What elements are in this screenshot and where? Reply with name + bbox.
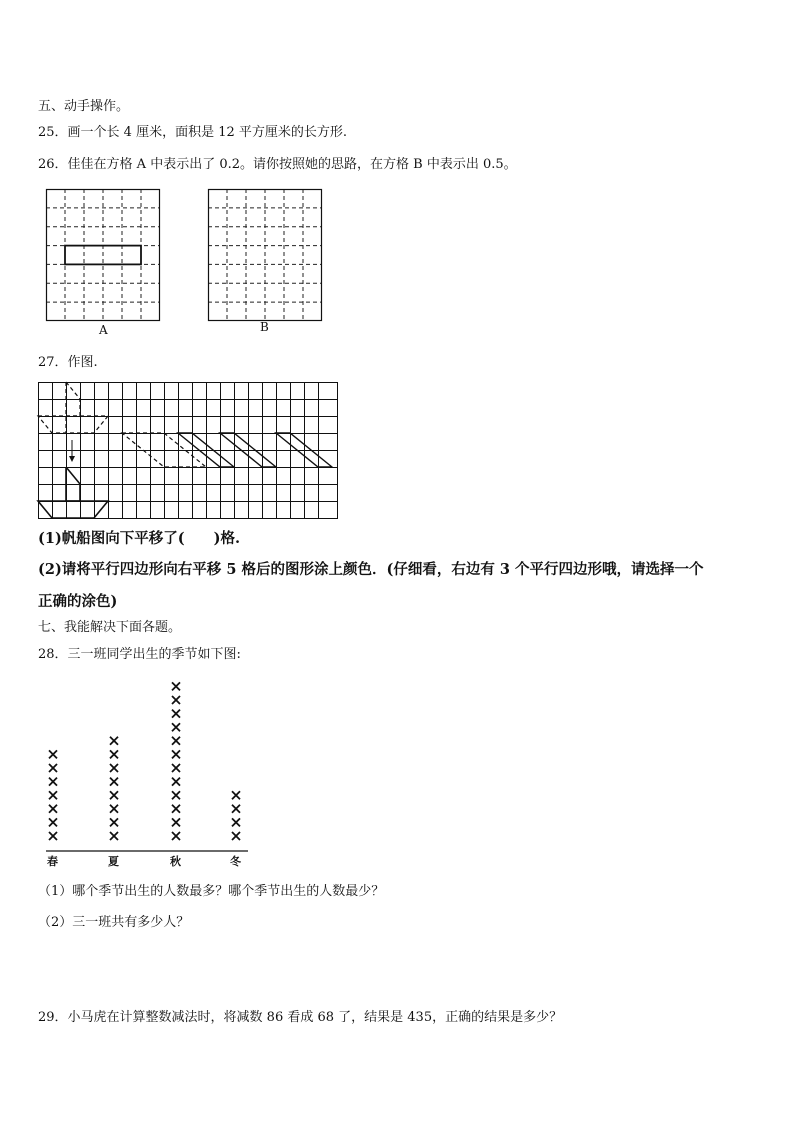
x-mark-秋-6 (172, 764, 180, 772)
x-mark-春-7 (49, 750, 57, 758)
question-29: 29．小马虎在计算整数减法时，将减数 86 看成 68 了，结果是 435，正确的结果是多少？ (38, 1010, 563, 1025)
axis-label-春: 春 (47, 855, 58, 868)
x-mark-秋-2 (172, 818, 180, 826)
axis-label-夏: 夏 (108, 855, 119, 868)
x-mark-春-2 (49, 818, 57, 826)
question-25: 25．画一个长 4 厘米，面积是 12 平方厘米的长方形. (38, 125, 348, 140)
x-mark-夏-6 (110, 764, 118, 772)
x-mark-秋-3 (172, 805, 180, 813)
x-mark-秋-1 (172, 832, 180, 840)
grid-a (46, 189, 160, 321)
question-27-part-2-line-2: 正确的涂色) (38, 593, 118, 610)
grid-27[interactable] (38, 382, 338, 519)
x-mark-冬-2 (232, 818, 240, 826)
x-mark-秋-7 (172, 750, 180, 758)
x-mark-夏-1 (110, 832, 118, 840)
x-mark-春-4 (49, 791, 57, 799)
sailboat-original-hull (38, 416, 108, 433)
x-mark-冬-1 (232, 832, 240, 840)
x-mark-秋-4 (172, 791, 180, 799)
x-mark-春-6 (49, 764, 57, 772)
x-mark-夏-4 (110, 791, 118, 799)
section-seven-title: 七、我能解决下面各题。 (38, 620, 182, 635)
x-mark-春-3 (49, 805, 57, 813)
x-mark-夏-5 (110, 778, 118, 786)
x-mark-秋-11 (172, 696, 180, 704)
x-mark-夏-3 (110, 805, 118, 813)
grid-b[interactable] (208, 189, 322, 321)
question-26: 26．佳佳在方格 A 中表示出了 0.2。请你按照她的思路，在方格 B 中表示出 0.5。 (38, 157, 517, 172)
grid-a-dashes (46, 189, 160, 321)
question-28-part-1: （1）哪个季节出生的人数最多？哪个季节出生的人数最少？ (38, 884, 385, 899)
x-mark-冬-3 (232, 805, 240, 813)
question-27-part-1: (1)帆船图向下平移了( )格. (38, 530, 241, 547)
question-28-part-2: （2）三一班共有多少人？ (38, 915, 190, 930)
section-five-title: 五、动手操作。 (38, 99, 130, 114)
x-mark-秋-12 (172, 682, 180, 690)
sailboat-moved-hull (38, 501, 108, 518)
x-mark-秋-5 (172, 778, 180, 786)
question-28: 28．三一班同学出生的季节如下图: (38, 647, 241, 662)
grid-a-label: A (99, 323, 108, 337)
translate-arrow-head (69, 456, 75, 462)
question-27-part-2-line-1: (2)请将平行四边形向右平移 5 格后的图形涂上颜色．(仔细看，右边有 3 个平行四边形哦，请选择一个 (38, 561, 704, 578)
x-mark-夏-8 (110, 737, 118, 745)
x-mark-春-5 (49, 778, 57, 786)
grid-b-dashes (208, 189, 322, 321)
x-mark-秋-9 (172, 723, 180, 731)
question-27: 27．作图. (38, 355, 98, 370)
x-mark-秋-8 (172, 737, 180, 745)
x-mark-冬-4 (232, 791, 240, 799)
axis-label-秋: 秋 (170, 855, 181, 868)
x-mark-夏-7 (110, 750, 118, 758)
axis-label-冬: 冬 (230, 855, 241, 868)
grid-b-label: B (260, 320, 269, 334)
x-mark-秋-10 (172, 710, 180, 718)
grid-27-lines (38, 382, 338, 519)
x-mark-夏-2 (110, 818, 118, 826)
x-mark-春-1 (49, 832, 57, 840)
season-chart (38, 672, 258, 872)
